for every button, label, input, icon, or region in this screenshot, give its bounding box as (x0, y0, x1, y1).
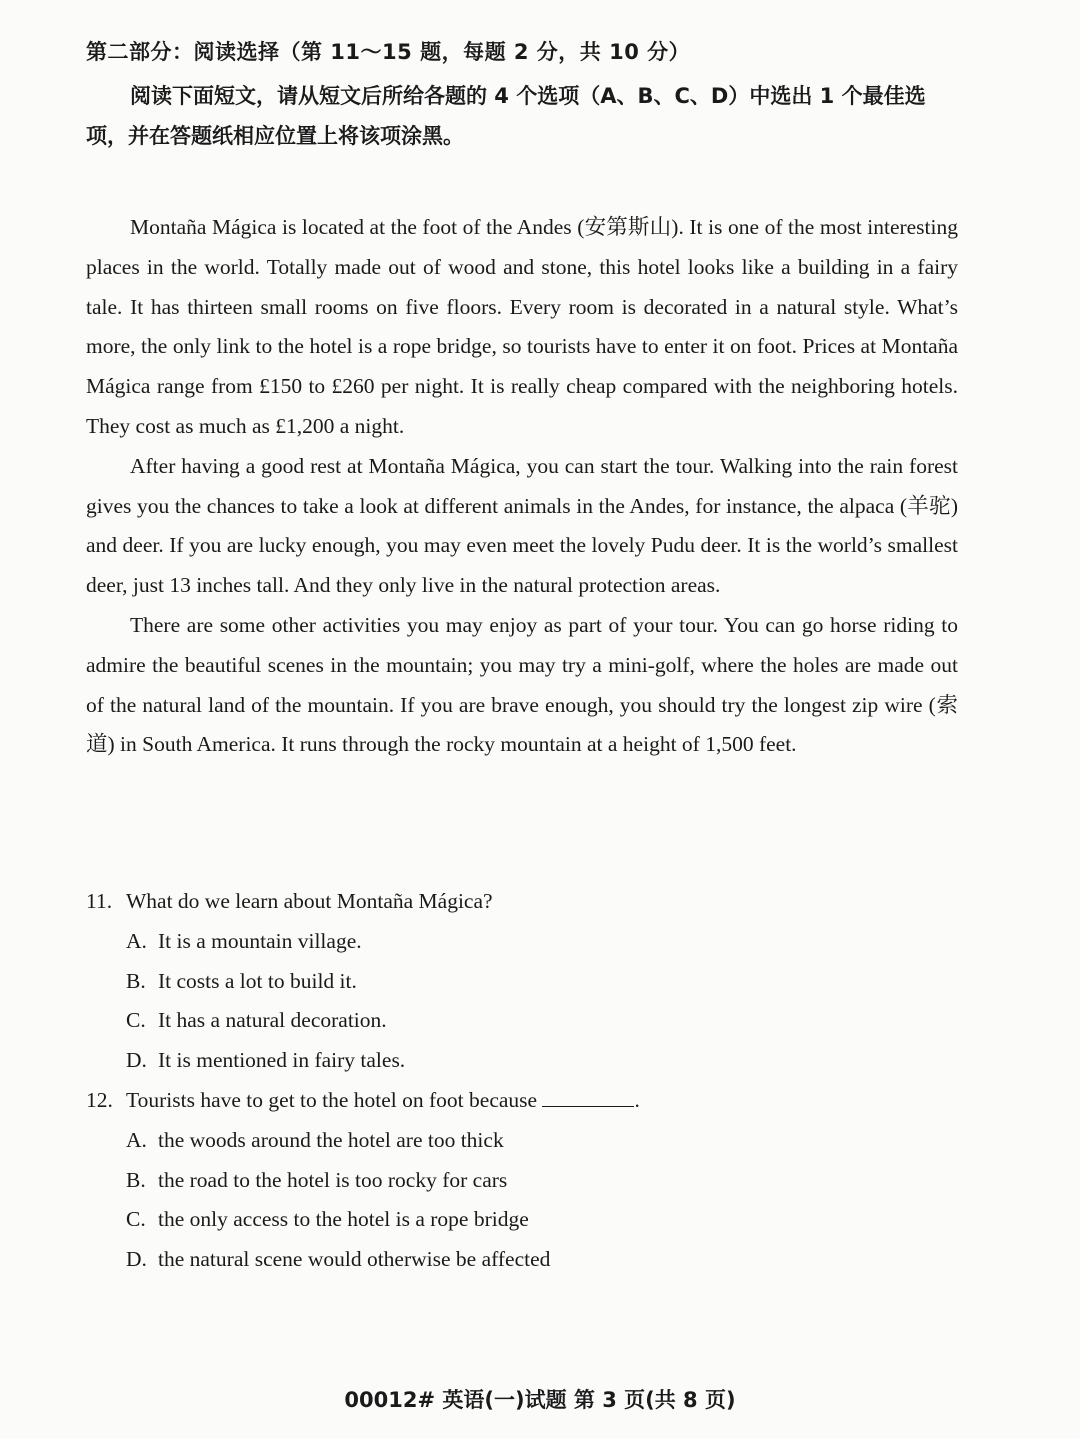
option-text: It is mentioned in fairy tales. (158, 1048, 406, 1073)
option-d (86, 1041, 958, 1081)
answer-blank (542, 1088, 634, 1107)
option-a (86, 922, 958, 962)
option-c (86, 1001, 958, 1041)
option-d (86, 1240, 958, 1280)
option-b (86, 962, 958, 1002)
question-number: 12. (86, 1087, 113, 1112)
option-a (86, 1121, 958, 1161)
passage-paragraph: There are some other activities you may enjoy as part of your tour. You can go horse riding to admire the beautiful scenes in the mountain; you may try a mini-golf, where the holes are made out of the natural land of the mountain. If you are brave enough, you should try the longest zip wire (索道) in South America. It runs through the rocky mountain at a height of 1,500 feet. (86, 612, 958, 757)
option-c (86, 1200, 958, 1240)
question-list (86, 882, 958, 1280)
option-b (86, 1161, 958, 1201)
option-text: It is a mountain village. (158, 928, 362, 953)
option-letter: C. (126, 1008, 146, 1033)
question-stem (86, 1081, 958, 1121)
option-letter: D. (126, 1048, 147, 1073)
option-letter: D. (126, 1247, 147, 1272)
section-title: 第二部分：阅读选择（第 11～15 题，每题 2 分，共 10 分） (86, 40, 691, 64)
option-text: It has a natural decoration. (158, 1008, 387, 1033)
question-12 (86, 1081, 958, 1280)
option-text: the natural scene would otherwise be affected (158, 1247, 551, 1272)
option-letter: B. (126, 968, 146, 993)
page-footer: 00012# 英语(一)试题 第 3 页(共 8 页) (344, 1388, 736, 1412)
question-text: Tourists have to get to the hotel on foot because (126, 1087, 543, 1112)
option-letter: B. (126, 1167, 146, 1192)
question-text: What do we learn about Montaña Mágica? (126, 889, 493, 913)
question-number: 11. (86, 889, 113, 913)
question-stem (86, 882, 958, 922)
option-letter: A. (126, 1127, 147, 1152)
passage-paragraph: Montaña Mágica is located at the foot of the Andes (安第斯山). It is one of the most interesting places in the world. Totally made out of wood and stone, this hotel looks like a building in a fairy tale. It has thirteen small rooms on five floors. Every room is decorated in a natural style. What’s more, the only link to the hotel is a rope bridge, so tourists have to enter it on foot. Prices at Montaña Mágica range from £150 to £260 per night. It is really cheap compared with the neighboring hotels. They cost as much as £1,200 a night. (86, 215, 958, 438)
instructions: 阅读下面短文，请从短文后所给各题的 4 个选项（A、B、C、D）中选出 1 个最佳选项，并在答题纸相应位置上将该项涂黑。 (86, 84, 926, 148)
option-text: the only access to the hotel is a rope bridge (158, 1207, 529, 1232)
question-11 (86, 882, 958, 1081)
option-letter: A. (126, 928, 147, 953)
question-suffix: . (634, 1087, 640, 1112)
option-letter: C. (126, 1207, 146, 1232)
reading-passage (86, 208, 958, 765)
option-text: the road to the hotel is too rocky for cars (158, 1167, 508, 1192)
option-text: It costs a lot to build it. (158, 968, 357, 993)
passage-paragraph: After having a good rest at Montaña Mágica, you can start the tour. Walking into the rain forest gives you the chances to take a look at different animals in the Andes, for instance, the alpaca (羊驼) and deer. If you are lucky enough, you may even meet the lovely Pudu deer. It is the world’s smallest deer, just 13 inches tall. And they only live in the natural protection areas. (86, 453, 958, 598)
option-text: the woods around the hotel are too thick (158, 1127, 504, 1152)
